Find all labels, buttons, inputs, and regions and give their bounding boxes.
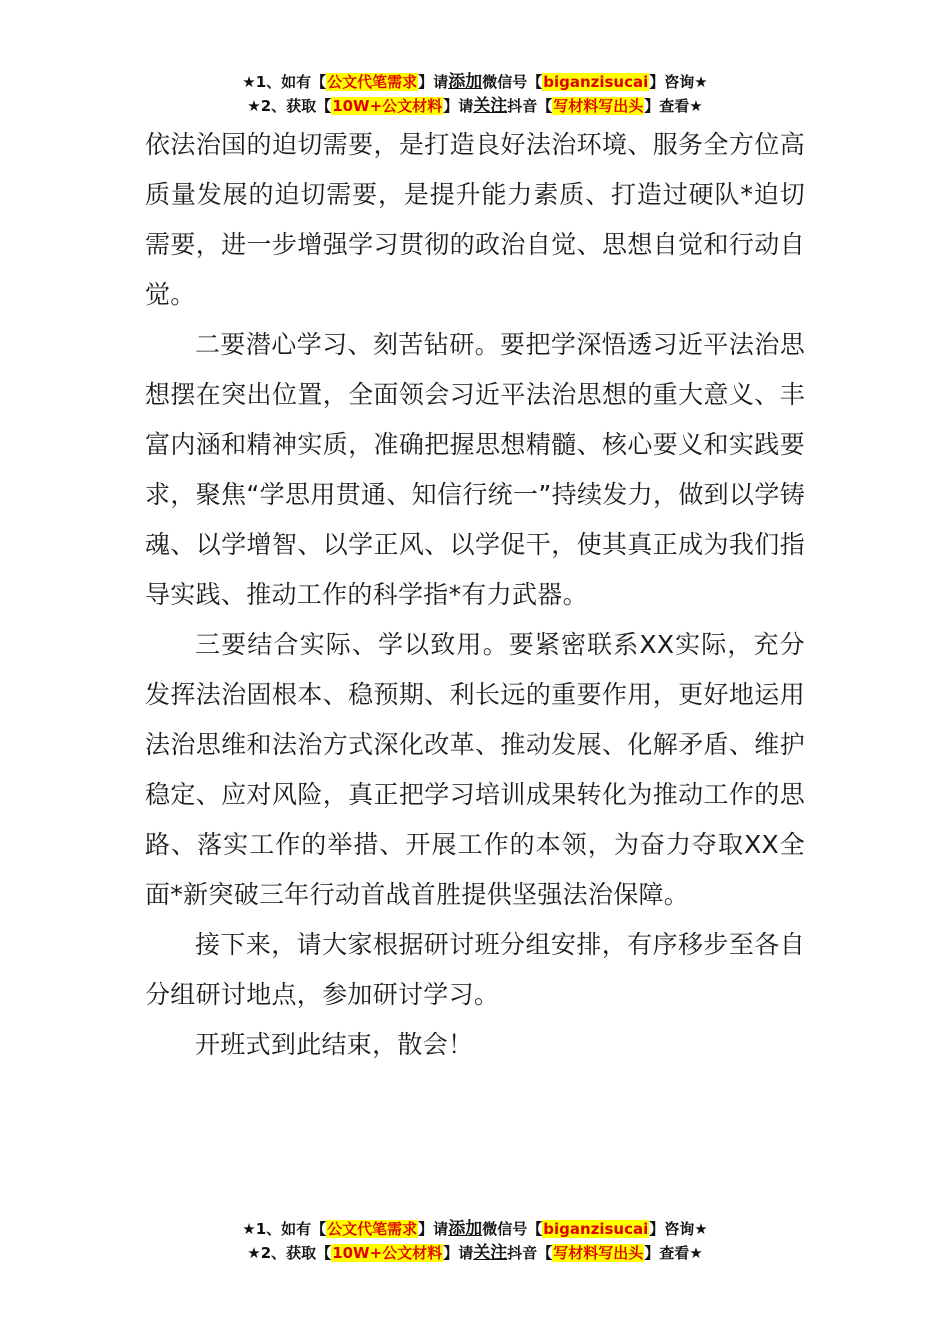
- banner-text: 】请: [443, 97, 474, 115]
- star-icon: ★: [247, 97, 261, 115]
- emphasis-follow: 关注: [473, 96, 508, 116]
- star-icon: ★: [689, 1244, 703, 1262]
- highlight-materials: 10W+公文材料: [332, 97, 443, 115]
- banner-text: 2、获取【: [260, 1244, 332, 1262]
- banner-line-2: [0, 94, 950, 118]
- highlight-service: 公文代笔需求: [327, 1220, 418, 1238]
- paragraph-next-steps: 接下来，请大家根据研讨班分组安排，有序移步至各自分组研讨地点，参加研讨学习。: [145, 930, 805, 1009]
- star-icon: ★: [689, 97, 703, 115]
- document-body: [145, 120, 805, 1070]
- banner-text: 抖音【: [507, 1244, 553, 1262]
- highlight-materials: 10W+公文材料: [332, 1244, 443, 1262]
- banner-text: 抖音【: [507, 97, 553, 115]
- banner-text: 】咨询: [649, 73, 695, 91]
- highlight-douyin-account: 写材料写出头: [553, 1244, 644, 1262]
- star-icon: ★: [242, 1220, 256, 1238]
- banner-text: 微信号【: [482, 73, 543, 91]
- banner-text: 】咨询: [649, 1220, 695, 1238]
- banner-text: 微信号【: [482, 1220, 543, 1238]
- highlight-wechat-id: biganzisucai: [543, 1220, 649, 1238]
- banner-line-1: [0, 70, 950, 94]
- paragraph-continued: 依法治国的迫切需要，是打造良好法治环境、服务全方位高质量发展的迫切需要，是提升能力素质、打造过硬队*迫切需要，进一步增强学习贯彻的政治自觉、思想自觉和行动自觉。: [145, 130, 805, 309]
- paragraph-study: 二要潜心学习、刻苦钻研。要把学深悟透习近平法治思想摆在突出位置，全面领会习近平法治思想的重大意义、丰富内涵和精神实质，准确把握思想精髓、核心要义和实践要求，聚焦“学思用贯通、知信行统一”持续发力，做到以学铸魂、以学增智、以学正风、以学促干，使其真正成为我们指导实践、推动工作的科学指*有力武器。: [145, 330, 805, 609]
- paragraph-practice: 三要结合实际、学以致用。要紧密联系XX实际，充分发挥法治固根本、稳预期、利长远的重要作用，更好地运用法治思维和法治方式深化改革、推动发展、化解矛盾、维护稳定、应对风险，真正把学习培训成果转化为推动工作的思路、落实工作的举措、开展工作的本领，为奋力夺取XX全面*新突破三年行动首战首胜提供坚强法治保障。: [145, 630, 805, 909]
- star-icon: ★: [694, 1220, 708, 1238]
- emphasis-add: 添加: [448, 1219, 483, 1239]
- highlight-douyin-account: 写材料写出头: [553, 97, 644, 115]
- emphasis-follow: 关注: [473, 1243, 508, 1263]
- banner-text: 】查看: [644, 97, 690, 115]
- banner-line-1: [0, 1217, 950, 1241]
- paragraph-closing: 开班式到此结束，散会！: [195, 1030, 474, 1059]
- banner-text: 】查看: [644, 1244, 690, 1262]
- banner-text: 1、如有【: [255, 73, 327, 91]
- star-icon: ★: [694, 73, 708, 91]
- banner-text: 】请: [418, 73, 449, 91]
- highlight-wechat-id: biganzisucai: [543, 73, 649, 91]
- emphasis-add: 添加: [448, 72, 483, 92]
- banner-text: 】请: [443, 1244, 474, 1262]
- banner-text: 】请: [418, 1220, 449, 1238]
- header-banner: [0, 70, 950, 118]
- banner-line-2: [0, 1241, 950, 1265]
- star-icon: ★: [242, 73, 256, 91]
- highlight-service: 公文代笔需求: [327, 73, 418, 91]
- banner-text: 1、如有【: [255, 1220, 327, 1238]
- star-icon: ★: [247, 1244, 261, 1262]
- footer-banner: [0, 1217, 950, 1265]
- banner-text: 2、获取【: [260, 97, 332, 115]
